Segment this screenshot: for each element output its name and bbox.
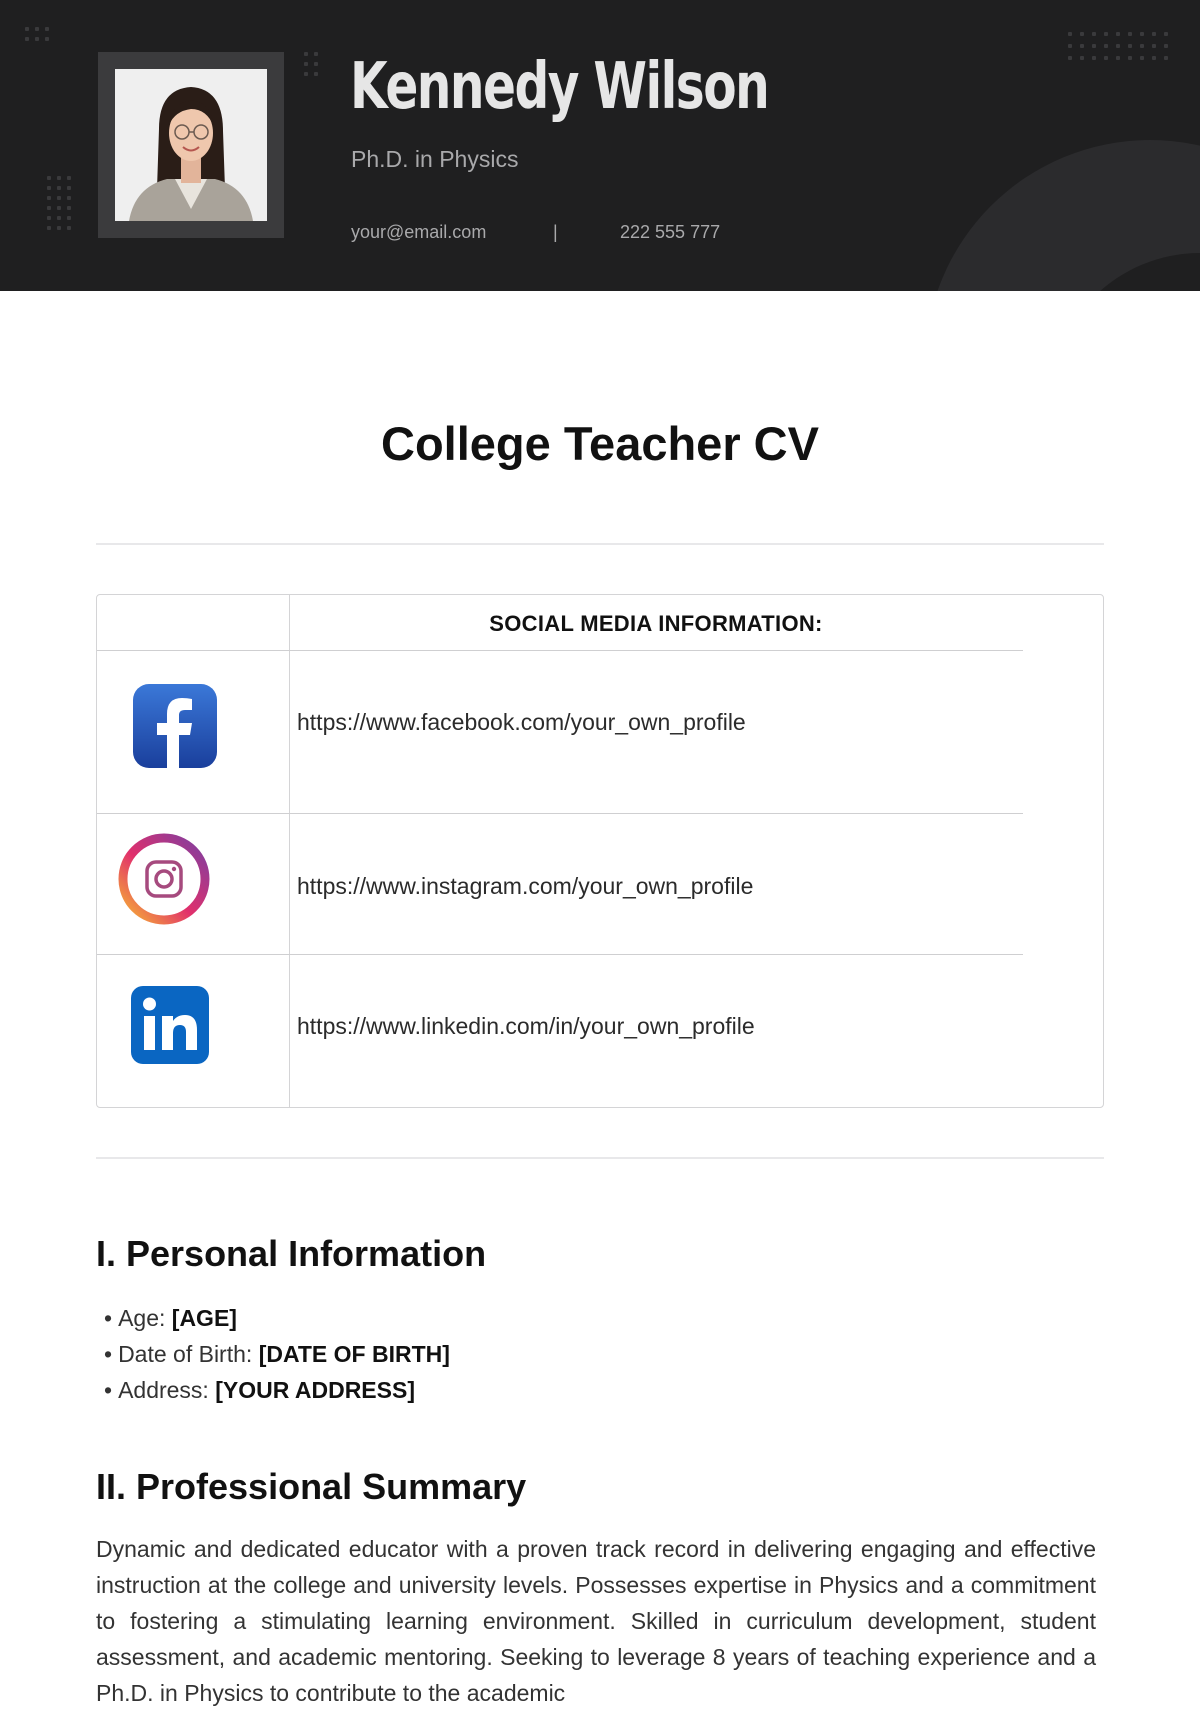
degree-title: Ph.D. in Physics <box>351 146 519 172</box>
table-row-divider <box>289 954 1023 955</box>
list-item: • Age: [AGE] <box>104 1305 237 1331</box>
contact-separator: | <box>553 222 558 242</box>
instagram-icon <box>117 831 211 931</box>
profile-photo <box>115 69 267 221</box>
table-row-divider <box>289 813 1023 814</box>
divider <box>96 543 1104 545</box>
divider <box>96 1157 1104 1159</box>
list-item: • Date of Birth: [DATE OF BIRTH] <box>104 1341 450 1367</box>
linkedin-icon <box>131 986 209 1068</box>
profile-photo-frame <box>98 52 284 238</box>
header-banner <box>0 0 1200 291</box>
decorative-dots <box>47 176 71 230</box>
personal-information-list <box>104 1300 450 1408</box>
social-media-heading: SOCIAL MEDIA INFORMATION: <box>489 611 823 636</box>
professional-summary-text: Dynamic and dedicated educator with a proven track record in delivering engaging and effective instruction at the college and university levels. Possesses expertise in Physics and a commitment to fostering a stimulating learning environment. Skilled in curriculum development, student assessment, and academic mentoring. Seeking to leverage 8 years of teaching experience and a Ph.D. in Physics to contribute to the academic <box>96 1536 1096 1706</box>
facebook-url[interactable]: https://www.facebook.com/your_own_profile <box>297 709 746 735</box>
table-row-divider <box>289 650 1023 651</box>
facebook-icon <box>132 683 218 773</box>
decorative-dots <box>1068 32 1168 60</box>
table-row-divider <box>97 650 289 651</box>
decorative-dots <box>304 52 318 76</box>
table-column-divider <box>289 595 290 1107</box>
contact-email: your@email.com <box>351 222 487 242</box>
instagram-url[interactable]: https://www.instagram.com/your_own_profile <box>297 873 754 899</box>
linkedin-url[interactable]: https://www.linkedin.com/in/your_own_profile <box>297 1013 755 1039</box>
personal-information-heading: I. Personal Information <box>96 1233 487 1274</box>
professional-summary-heading: II. Professional Summary <box>96 1466 527 1507</box>
contact-phone: 222 555 777 <box>620 222 721 242</box>
list-item: • Address: [YOUR ADDRESS] <box>104 1377 415 1403</box>
document-title: College Teacher CV <box>381 417 819 470</box>
person-name: Kennedy Wilson <box>350 50 769 124</box>
table-row-divider <box>97 813 289 814</box>
social-media-table <box>96 594 1104 1108</box>
decorative-dots <box>25 27 49 41</box>
table-row-divider <box>97 954 289 955</box>
